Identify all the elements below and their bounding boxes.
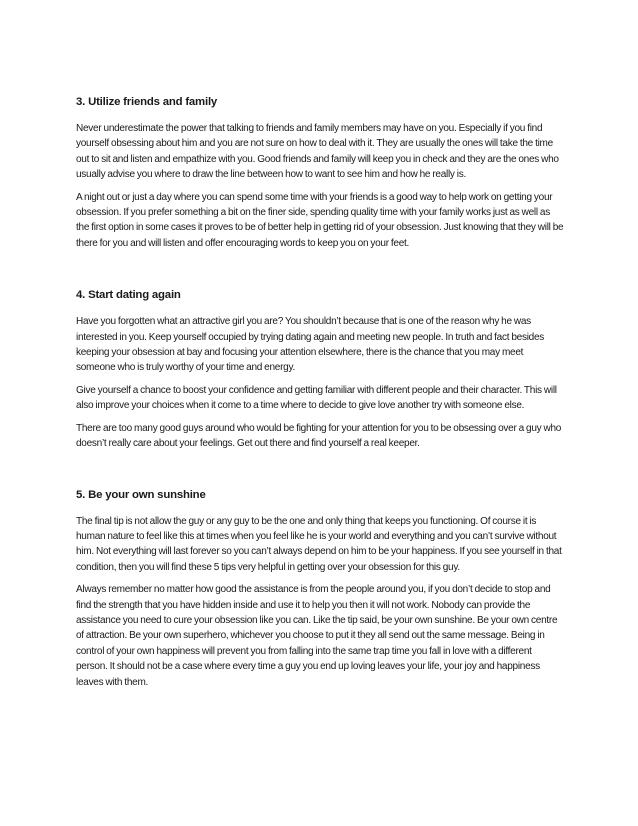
- section-heading: 5. Be your own sunshine: [76, 488, 206, 501]
- section-be-your-own-sunshine: [76, 488, 564, 690]
- section-start-dating-again: [76, 288, 564, 451]
- paragraph: A night out or just a day where you can spend some time with your friends is a good way to help work on getting your obsession. If you prefer something a bit on the finer side, spending quality time with your family works just as well as the first option in some cases it proves to be of better help in getting rid of your obsession. Just knowing that they will be there for you and will listen and offer encouraging words to keep you on your feet.: [76, 191, 564, 249]
- section-heading: 3. Utilize friends and family: [76, 96, 218, 108]
- paragraph: There are too many good guys around who would be fighting for your attention for you to be obsessing over a guy who doesn’t really care about your feelings. Get out there and find yourself a real keeper.: [76, 422, 562, 450]
- paragraph: The final tip is not allow the guy or any guy to be the one and only thing that keeps you functioning. Of course it is human nature to feel like this at times when you feel like he is your world and everything and you can’t survive without him. Not everything will last forever so you can’t always depend on him to be your happiness. If you see yourself in that condition, then you will find these 5 tips very helpful in getting over your obsession for this guy.: [76, 515, 562, 573]
- paragraph: Never underestimate the power that talking to friends and family members may have on you. Especially if you find yourself obsessing about him and you are not sure on how to deal with it. They are usually the ones will take the time out to sit and listen and empathize with you. Good friends and family will keep you in check and they are the ones who usually advise you where to draw the line between how to want to see him and how he really is.: [76, 123, 559, 181]
- section-utilize-friends-and-family: [76, 95, 564, 251]
- document-page: [76, 95, 564, 722]
- paragraph: Give yourself a chance to boost your confidence and getting familiar with different people and their character. This will also improve your choices when it come to a time where to decide to give love another try with someone else.: [76, 384, 557, 412]
- paragraph: Have you forgotten what an attractive girl you are? You shouldn’t because that is one of the reason why he was interested in you. Keep yourself occupied by trying dating again and meeting new people. In truth and fact besides keeping your obsession at bay and focusing your attention elsewhere, there is the chance that you may meet someone who is truly worthy of your time and energy.: [76, 316, 545, 374]
- section-heading: 4. Start dating again: [76, 289, 181, 302]
- paragraph: Always remember no matter how good the assistance is from the people around you, if you don’t decide to stop and find the strength that you have hidden inside and use it to help you then it will not work. Nobody can provide the assistance you need to cure your obsession like you can. Like the tip said, be your own sunshine. Be your own centre of attraction. Be your own superhero, whichever you choose to put it they all send out the same message. Being in control of your own happiness will prevent you from falling into the same trap time you fall in love with a different person. It should not be a case where every time a guy you end up loving leaves your life, your joy and happiness leaves with them.: [76, 584, 558, 688]
